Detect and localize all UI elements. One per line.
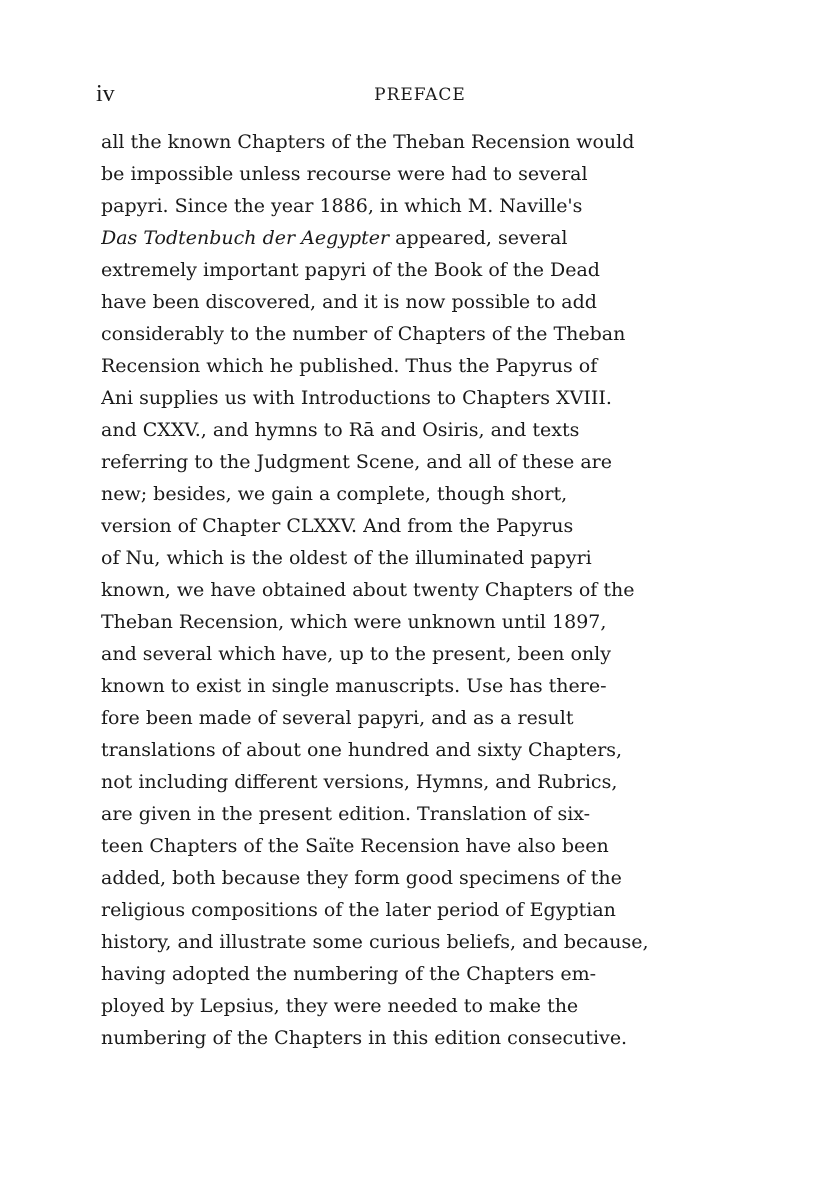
text-line: and CXXV., and hymns to Rā and Osiris, and texts xyxy=(101,419,580,441)
text-line: new; besides, we gain a complete, though short, xyxy=(101,483,568,505)
text-line: history, and illustrate some curious beliefs, and because, xyxy=(101,931,649,953)
text-line: have been discovered, and it is now possible to add xyxy=(101,291,597,313)
text-line: known to exist in single manuscripts. Use has there- xyxy=(101,675,607,697)
running-head: PREFACE xyxy=(374,85,466,105)
page-number: iv xyxy=(96,81,115,107)
text-line: having adopted the numbering of the Chapters em- xyxy=(101,963,597,985)
text-line: be impossible unless recourse were had to several xyxy=(101,163,588,185)
text-line: extremely important papyri of the Book of the Dead xyxy=(101,259,600,281)
text-line: Recension which he published. Thus the Papyrus of xyxy=(101,355,598,377)
body-paragraph xyxy=(101,126,685,1054)
text-line: and several which have, up to the present, been only xyxy=(101,643,611,665)
text-line: translations of about one hundred and sixty Chapters, xyxy=(101,739,623,761)
text-line: version of Chapter CLXXV. And from the Papyrus xyxy=(101,515,574,537)
text-line: known, we have obtained about twenty Chapters of the xyxy=(101,579,635,601)
book-title-italic: Das Todtenbuch der Aegypter xyxy=(101,227,390,249)
text-line: numbering of the Chapters in this edition consecutive. xyxy=(101,1027,628,1049)
text-line-with-title xyxy=(101,222,685,254)
text-line: Theban Recension, which were unknown until 1897, xyxy=(101,611,607,633)
text-line: fore been made of several papyri, and as a result xyxy=(101,707,574,729)
text-line: added, both because they form good specimens of the xyxy=(101,867,622,889)
text-line: referring to the Judgment Scene, and all of these are xyxy=(101,451,612,473)
text-line: ployed by Lepsius, they were needed to make the xyxy=(101,995,579,1017)
text-line: all the known Chapters of the Theban Recension would xyxy=(101,131,635,153)
text-line: Ani supplies us with Introductions to Chapters XVIII. xyxy=(101,387,612,409)
text-line-rest: appeared, several xyxy=(395,227,568,249)
text-line: teen Chapters of the Saïte Recension have also been xyxy=(101,835,609,857)
text-line: not including different versions, Hymns, and Rubrics, xyxy=(101,771,618,793)
text-line: are given in the present edition. Translation of six- xyxy=(101,803,591,825)
text-line: of Nu, which is the oldest of the illuminated papyri xyxy=(101,547,592,569)
text-line: considerably to the number of Chapters of the Theban xyxy=(101,323,626,345)
text-line: religious compositions of the later period of Egyptian xyxy=(101,899,616,921)
text-line: papyri. Since the year 1886, in which M. Naville's xyxy=(101,195,583,217)
